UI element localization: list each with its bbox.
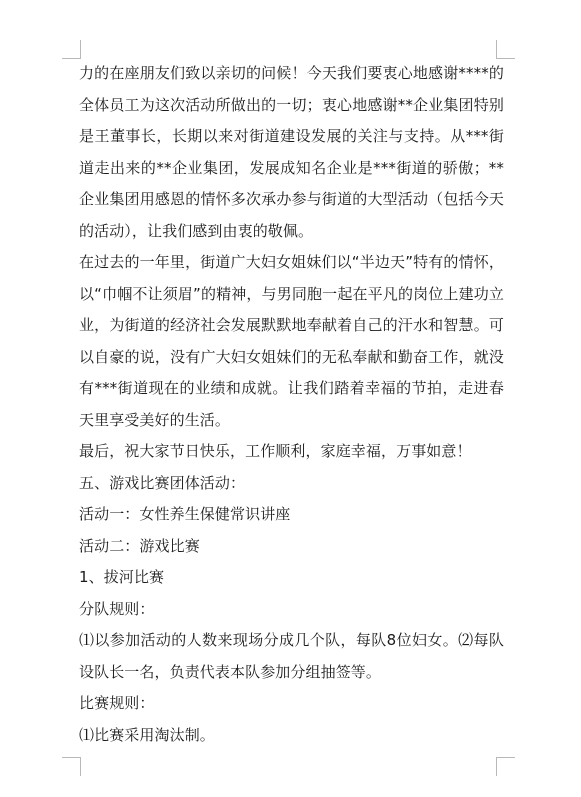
section-heading-games: 五、游戏比赛团体活动： — [79, 473, 246, 492]
paragraph-closing-wishes: 最后，祝大家节日快乐，工作顺利，家庭幸福，万事如意！ — [79, 442, 472, 460]
tug-of-war-heading: 1、拔河比赛 — [79, 568, 165, 586]
page-corner-mark-bottom-left — [62, 757, 81, 776]
team-rules-heading: 分队规则： — [79, 599, 155, 618]
activity-two: 活动二：游戏比赛 — [79, 536, 200, 555]
paragraph-thanks: 力的在座朋友们致以亲切的问候！今天我们要衷心地感谢****的全体员工为这次活动所做出的一切；衷心地感谢**企业集团特别是王董事长，长期以来对街道建设发展的关注与支持。从***街道走出来的**企业集团，发展成知名企业是***街道的骄傲；**企业集团用感恩的情怀多次承办参与街道的大型活动（包括今天的活动），让我们感到由衷的敬佩。 — [79, 64, 504, 240]
page-corner-mark-bottom-right — [496, 757, 515, 776]
page-corner-mark-top-right — [496, 40, 515, 59]
paragraph-past-year: 在过去的一年里，街道广大妇女姐妹们以“半边天”特有的情怀，以“巾帼不让须眉”的精神，与男同胞一起在平凡的岗位上建功立业，为街道的经济社会发展默默地奉献着自己的汗水和智慧。可以自豪的说，没有广大妇女姐妹们的无私奉献和勤奋工作，就没有***街道现在的业绩和成就。让我们踏着幸福的节拍，走进春天里享受美好的生活。 — [79, 253, 504, 429]
team-rules-text: ⑴以参加活动的人数来现场分成几个队，每队8位妇女。⑵每队设队长一名，负责代表本队参加分组抽签等。 — [79, 631, 504, 681]
match-rules-text: ⑴比赛采用淘汰制。 — [79, 725, 215, 744]
document-body — [79, 58, 504, 751]
activity-one: 活动一：女性养生保健常识讲座 — [79, 505, 291, 523]
match-rules-heading: 比赛规则： — [79, 694, 155, 712]
page-corner-mark-top-left — [62, 40, 81, 59]
